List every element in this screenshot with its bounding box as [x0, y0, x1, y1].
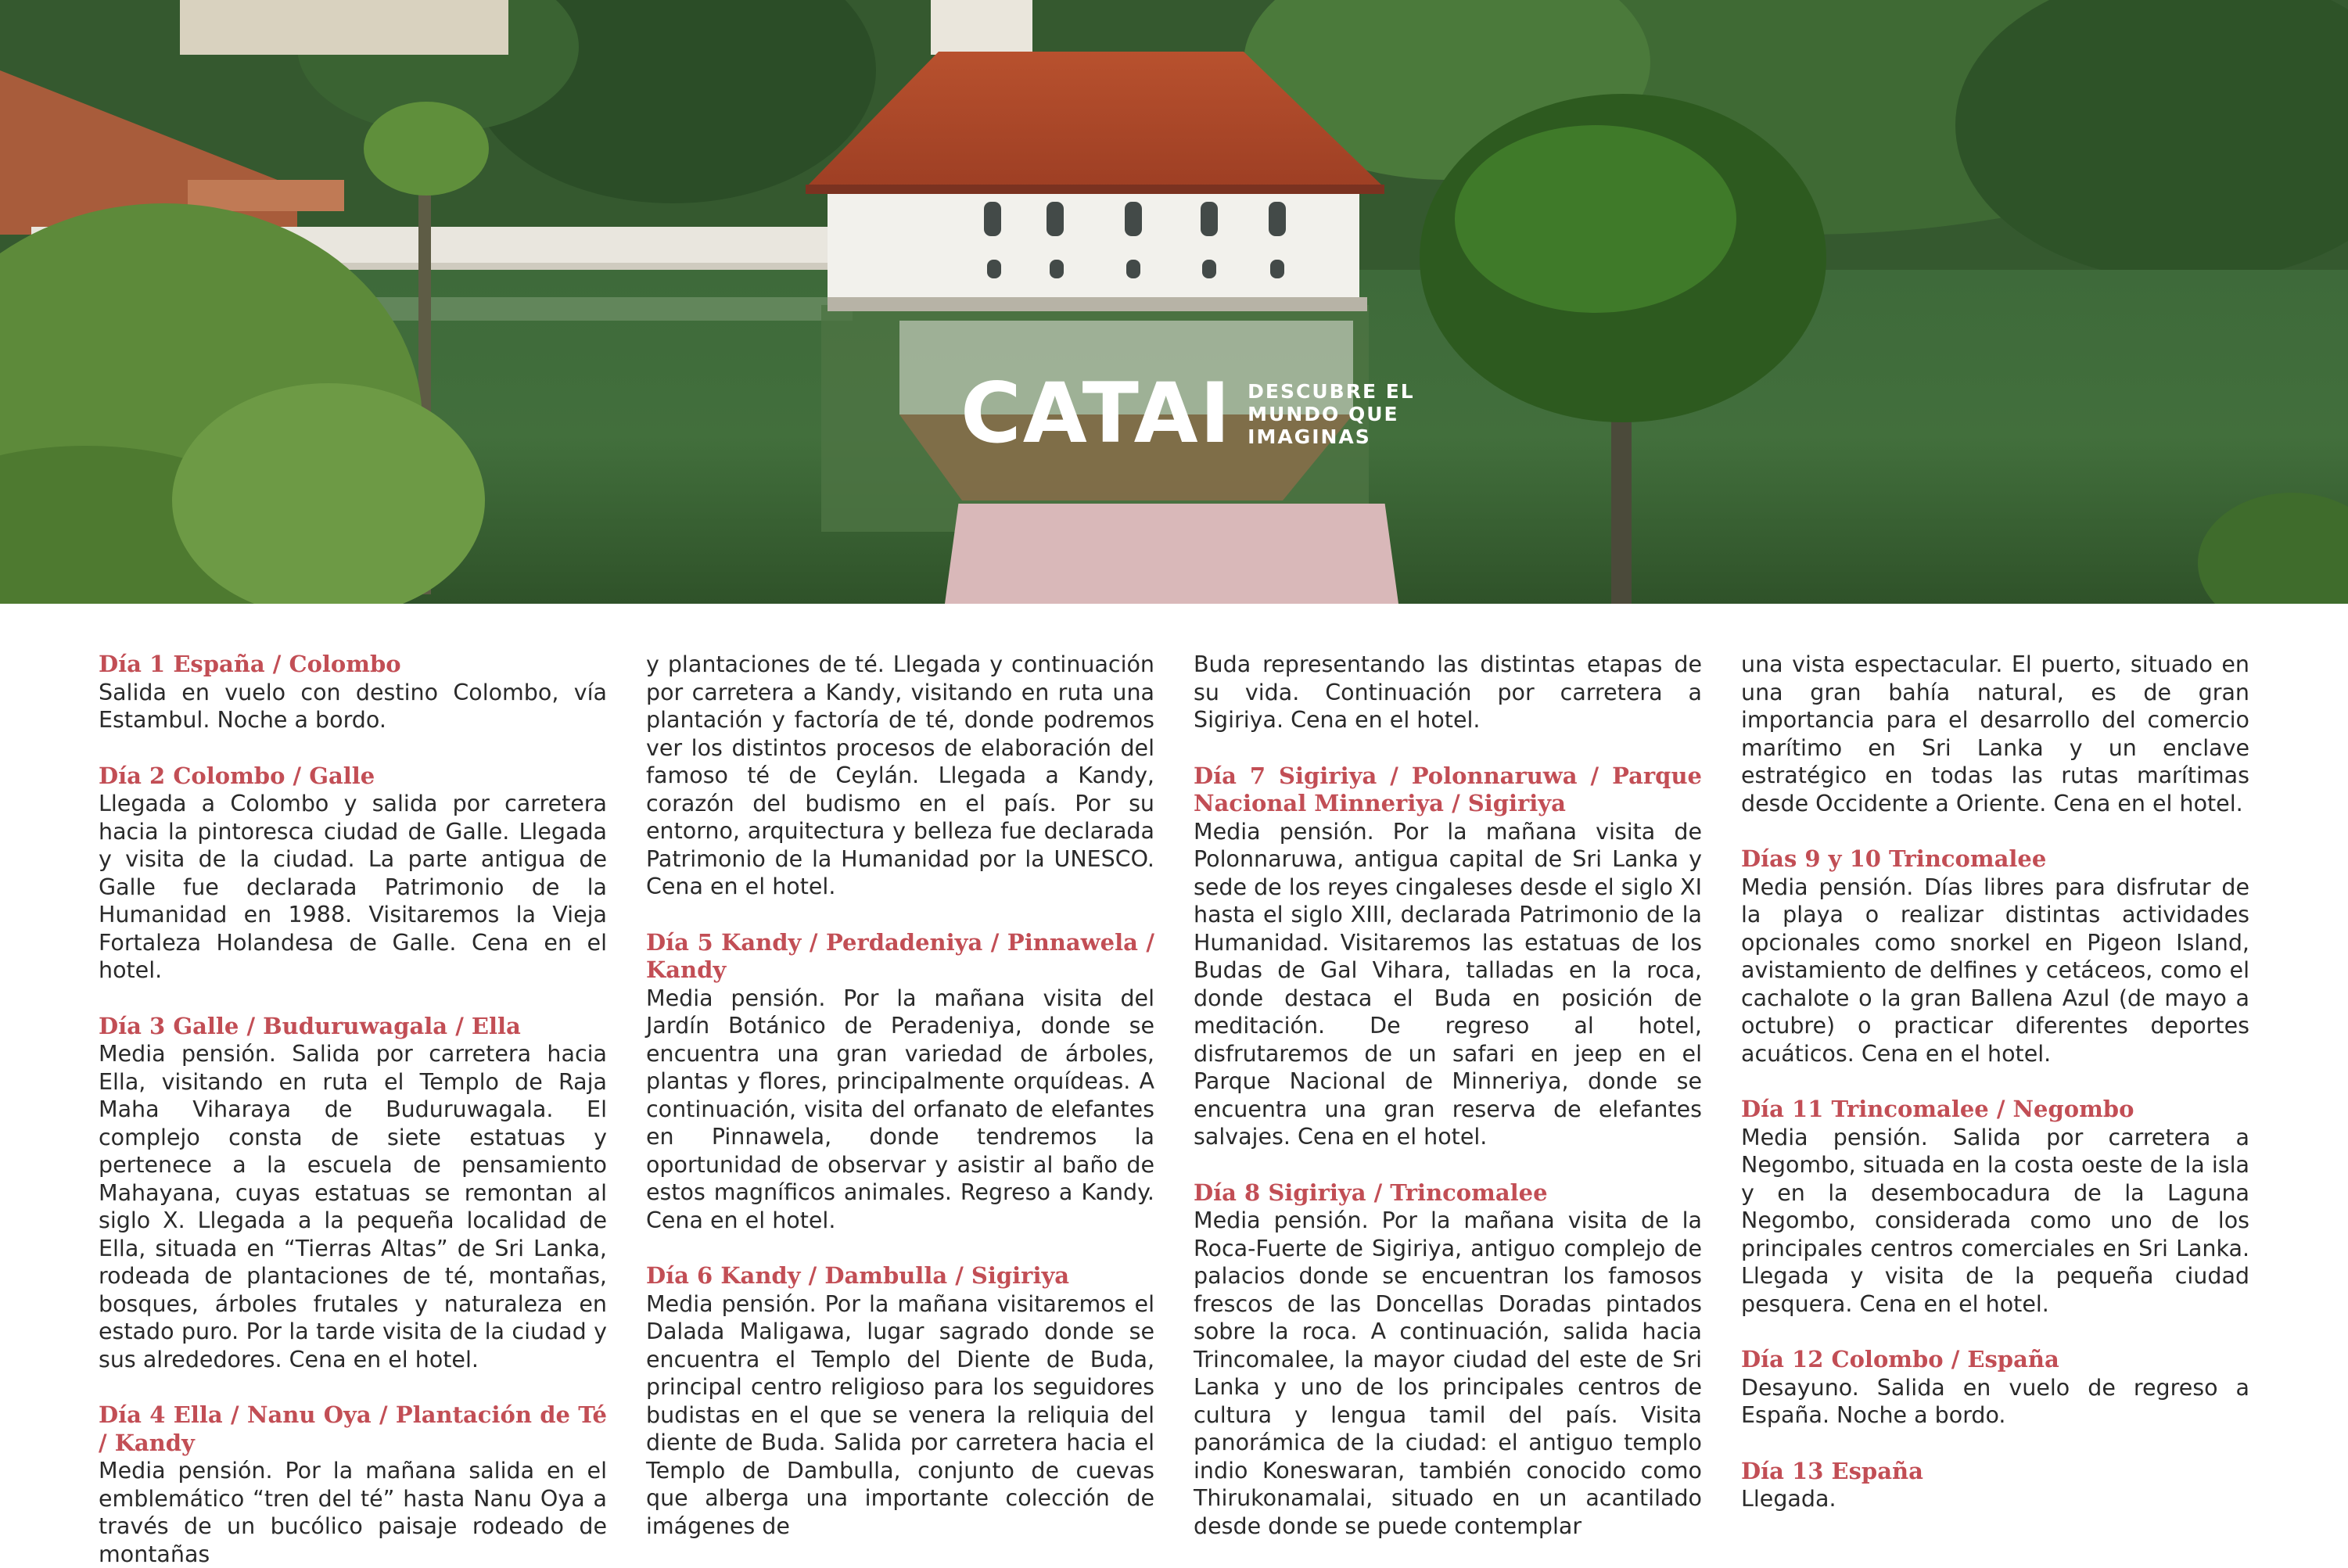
brand-name: CATAI: [960, 365, 1233, 461]
day-title: Día 2 Colombo / Galle: [99, 762, 375, 789]
column-3: [1194, 651, 1702, 1539]
tagline-line: MUNDO QUE: [1248, 402, 1399, 425]
day-block: [1741, 1346, 2249, 1430]
day-title: Día 1 España / Colombo: [99, 651, 401, 677]
day-title: Día 13 España: [1741, 1457, 1923, 1484]
tagline-line: IMAGINAS: [1248, 425, 1371, 448]
day-text: Media pensión. Por la mañana visita del Jardín Botánico de Peradeniya, donde se encuentra una gran variedad de árboles, plantas y flores, principalmente orquídeas. A continuación, visita del orfanato de elefantes en Pinnawela, donde tendremos la oportunidad de observar y asistir al baño de estos magníficos animales. Regreso a Kandy. Cena en el hotel.: [646, 985, 1154, 1233]
pink-tab: [945, 504, 1398, 604]
day-text: y plantaciones de té. Llegada y continuación por carretera a Kandy, visitando en ruta una plantación y factoría de té, donde podremos ver los distintos procesos de elaboración del famoso té de Ceylán. Llegada a Kandy, corazón del budismo en el país. Por su entorno, arquitectura y belleza fue declarada Patrimonio de la Humanidad por la UNESCO. Cena en el hotel.: [646, 651, 1154, 899]
day-continuation: [1741, 651, 2249, 817]
day-title: Día 3 Galle / Buduruwagala / Ella: [99, 1012, 521, 1039]
day-title: Día 5 Kandy / Perdadeniya / Pinnawela / Kandy: [646, 928, 1154, 983]
column-4: [1741, 651, 2249, 1511]
day-title: Día 11 Trincomalee / Negombo: [1741, 1096, 2134, 1122]
day-text: Llegada.: [1741, 1486, 1836, 1512]
day-text: Media pensión. Días libres para disfrutar de la playa o realizar distintas actividades opcionales como snorkel en Pigeon Island, avistamiento de delfines y cetáceos, como el cachalote o la gran Ballena Azul (de mayo a octubre) o practicar diferentes deportes acuáticos. Cena en el hotel.: [1741, 874, 2249, 1067]
day-block: [1194, 762, 1702, 1151]
day-block: [646, 1262, 1154, 1540]
day-block: [99, 651, 607, 734]
day-block: [1741, 845, 2249, 1067]
day-text: Salida en vuelo con destino Colombo, vía Estambul. Noche a bordo.: [99, 679, 607, 733]
day-block: [99, 1013, 607, 1374]
day-text: Media pensión. Por la mañana visitaremos el Dalada Maligawa, lugar sagrado donde se encuentra el Templo del Diente de Buda, principal centro religioso para los seguidores budistas en el que se venera la reliquia del diente de Buda. Salida por carretera hacia el Templo de Dambulla, conjunto de cuevas que alberga una importante colección de imágenes de: [646, 1290, 1154, 1539]
day-continuation: [1194, 651, 1702, 734]
day-title: Día 6 Kandy / Dambulla / Sigiriya: [646, 1262, 1070, 1289]
day-title: Día 8 Sigiriya / Trincomalee: [1194, 1179, 1548, 1206]
day-continuation: [646, 651, 1154, 901]
catai-logo: [960, 365, 1415, 461]
day-title: Días 9 y 10 Trincomalee: [1741, 845, 2047, 872]
day-block: [1194, 1179, 1702, 1541]
day-text: Media pensión. Por la mañana visita de Polonnaruwa, antigua capital de Sri Lanka y sede de los reyes cingaleses desde el siglo XI hasta el siglo XIII, declarada Patrimonio de la Humanidad. Visitaremos las estatuas de los Budas de Gal Vihara, talladas en la roca, donde destaca el Buda en posición de meditación. De regreso al hotel, disfrutaremos de un safari en jeep en el Parque Nacional de Minneriya, donde se encuentra una gran reserva de elefantes salvajes. Cena en el hotel.: [1194, 818, 1702, 1150]
day-title: Día 12 Colombo / España: [1741, 1346, 2059, 1372]
hero-photo: [0, 0, 2348, 604]
day-block: [646, 929, 1154, 1235]
itinerary: [99, 651, 2249, 1567]
day-text: Media pensión. Salida por carretera hacia Ella, visitando en ruta el Templo de Raja Maha Viharaya de Buduruwagala. El complejo consta de siete estatuas y pertenece a la escuela de pensamiento Mahayana, cuyas estatuas se remontan al siglo X. Llegada a la pequeña localidad de Ella, situada en “Tierras Altas” de Sri Lanka, rodeada de plantaciones de té, montañas, bosques, árboles frutales y naturaleza en estado puro. Por la tarde visita de la ciudad y sus alrededores. Cena en el hotel.: [99, 1041, 607, 1372]
day-text: Media pensión. Por la mañana visita de la Roca-Fuerte de Sigiriya, antiguo complejo de palacios donde se encuentran los famosos frescos de las Doncellas Doradas pintados sobre la roca. A continuación, salida hacia Trincomalee, la mayor ciudad del este de Sri Lanka y uno de los principales centros de cultura y lengua tamil del país. Visita panorámica de la ciudad: el antiguo templo indio Koneswaran, también conocido como Thirukonamalai, situado en un acantilado desde donde se puede contemplar: [1194, 1207, 1702, 1539]
day-text: una vista espectacular. El puerto, situado en una gran bahía natural, es de gran importancia para el desarrollo del comercio marítimo en Sri Lanka y un enclave estratégico en todas las rutas marítimas desde Occidente a Oriente. Cena en el hotel.: [1741, 651, 2249, 816]
day-block: [1741, 1096, 2249, 1318]
day-text: Desayuno. Salida en vuelo de regreso a España. Noche a bordo.: [1741, 1374, 2249, 1428]
day-text: Media pensión. Por la mañana salida en el emblemático “tren del té” hasta Nanu Oya a través de un bucólico paisaje rodeado de montañas: [99, 1458, 607, 1567]
column-2: [646, 651, 1154, 1539]
day-text: Llegada a Colombo y salida por carretera hacia la pintoresca ciudad de Galle. Llegada y visita de la ciudad. La parte antigua de Galle fue declarada Patrimonio de la Humanidad en 1988. Visitaremos la Vieja Fortaleza Holandesa de Galle. Cena en el hotel.: [99, 791, 607, 983]
day-block: [99, 1401, 607, 1568]
column-1: [99, 651, 607, 1567]
day-block: [99, 762, 607, 985]
day-title: Día 4 Ella / Nanu Oya / Plantación de Té / Kandy: [99, 1401, 607, 1456]
day-text: Buda representando las distintas etapas de su vida. Continuación por carretera a Sigiriya. Cena en el hotel.: [1194, 651, 1702, 733]
day-block: [1741, 1458, 2249, 1513]
day-text: Media pensión. Salida por carretera a Negombo, situada en la costa oeste de la isla y en la desembocadura de la Laguna Negombo, considerada como uno de los principales centros comerciales en Sri Lanka. Llegada y visita de la pequeña ciudad pesquera. Cena en el hotel.: [1741, 1124, 2249, 1317]
tagline-line: DESCUBRE EL: [1248, 379, 1415, 403]
day-title: Día 7 Sigiriya / Polonnaruwa / Parque Nacional Minneriya / Sigiriya: [1194, 762, 1702, 816]
brand-tagline: [1248, 380, 1415, 448]
